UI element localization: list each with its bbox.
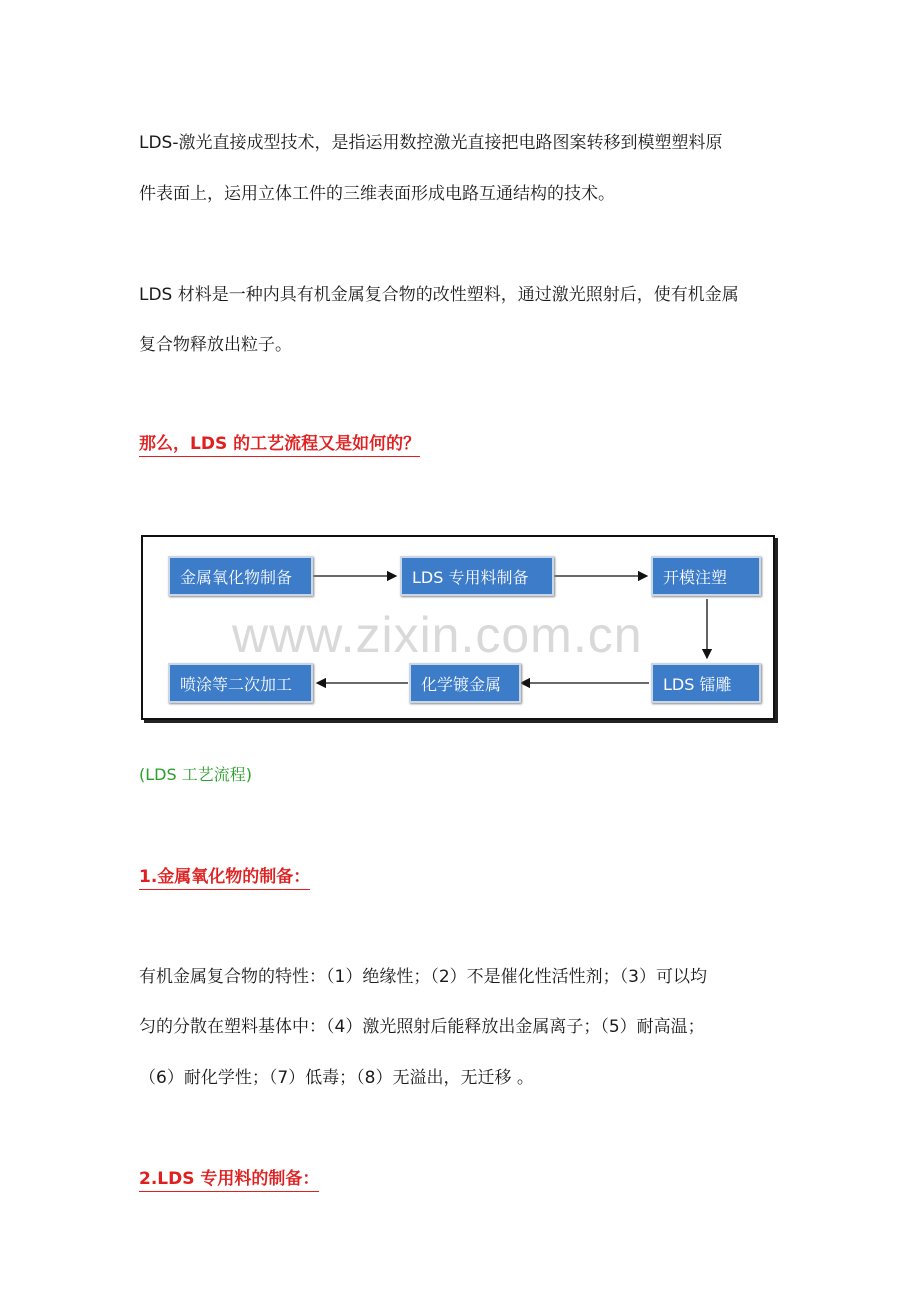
flow-node-mold-injection: 开模注塑	[651, 556, 761, 596]
flow-caption: (LDS 工艺流程)	[139, 765, 252, 784]
section-1-line-2: 匀的分散在塑料基体中：（4）激光照射后能释放出金属离子；（5）耐高温；	[139, 1017, 705, 1037]
flow-node-oxide-preparation: 金属氧化物制备	[168, 556, 313, 596]
intro-p2-line-2: 复合物释放出粒子。	[139, 335, 292, 355]
section-1-line-3: （6）耐化学性；（7）低毒；（8）无溢出，无迁移 。	[139, 1068, 534, 1088]
section-2-heading: 2.LDS 专用料的制备：	[139, 1164, 319, 1192]
process-question-heading: 那么，LDS 的工艺流程又是如何的？	[139, 429, 420, 457]
flow-node-secondary-processing: 喷涂等二次加工	[168, 663, 313, 703]
flow-node-lds-material-preparation: LDS 专用料制备	[400, 556, 554, 596]
flow-node-lds-laser-engraving: LDS 镭雕	[651, 663, 761, 703]
flow-node-chemical-plating: 化学镀金属	[409, 663, 521, 703]
process-flow-diagram	[141, 535, 775, 720]
watermark-text: www.zixin.com.cn	[232, 607, 643, 663]
section-1-line-1: 有机金属复合物的特性：（1）绝缘性；（2）不是催化性活性剂；（3）可以均	[139, 967, 707, 987]
intro-p2-line-1: LDS 材料是一种内具有机金属复合物的改性塑料，通过激光照射后，使有机金属	[139, 285, 739, 305]
section-1-heading: 1.金属氧化物的制备：	[139, 862, 310, 890]
intro-p1-line-1: LDS-激光直接成型技术，是指运用数控激光直接把电路图案转移到模塑塑料原	[139, 133, 723, 153]
intro-p1-line-2: 件表面上，运用立体工件的三维表面形成电路互通结构的技术。	[139, 184, 615, 204]
